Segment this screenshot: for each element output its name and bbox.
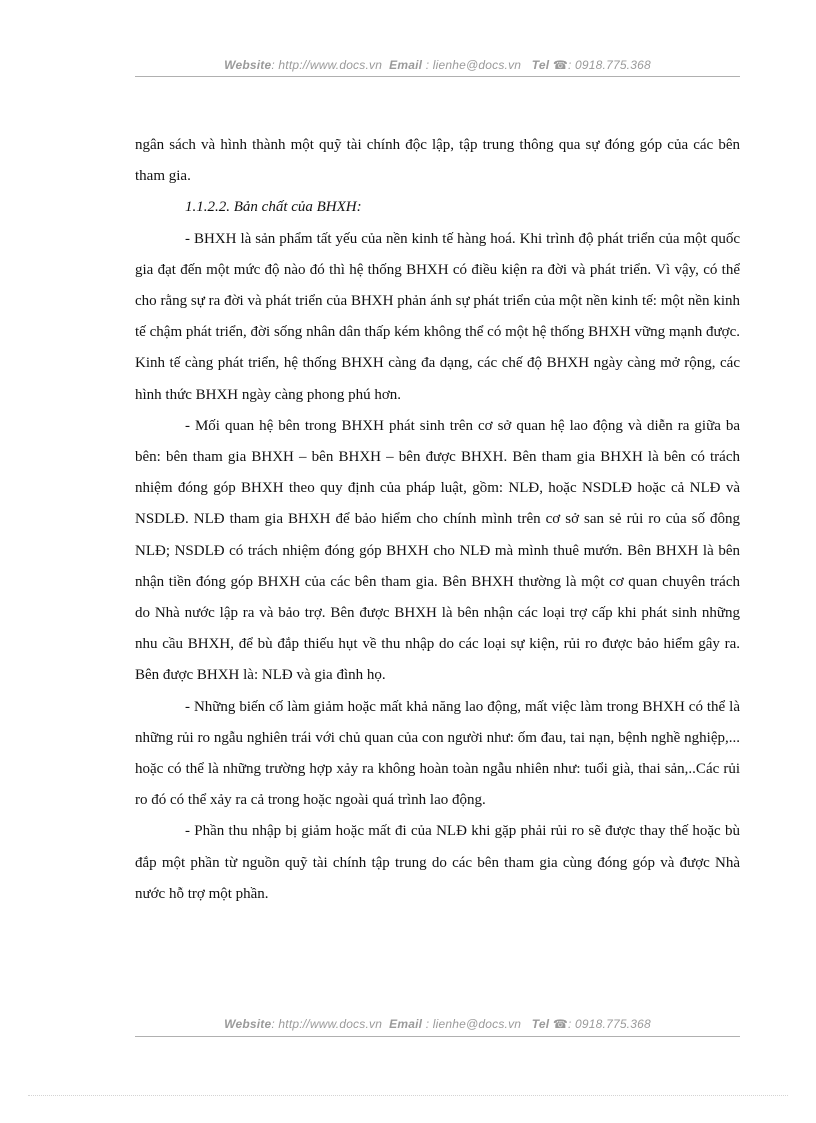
page-header <box>135 58 740 72</box>
footer-divider <box>135 1036 740 1037</box>
website-label: Website <box>224 58 272 72</box>
paragraph-3: - Mối quan hệ bên trong BHXH phát sinh trên cơ sở quan hệ lao động và diễn ra giữa ba bên: bên tham gia BHXH – bên BHXH – bên được BHXH. Bên tham gia BHXH là bên có trách nhiệm đóng góp BHXH theo quy định của pháp luật, gồm: NLĐ, hoặc NSDLĐ hoặc cả NLĐ và NSDLĐ. NLĐ tham gia BHXH để bảo hiểm cho chính mình trên cơ sở san sẻ rủi ro của số đông NLĐ; NSDLĐ có trách nhiệm đóng góp BHXH cho NLĐ mà mình thuê mướn. Bên BHXH là bên nhận tiền đóng góp BHXH của các bên tham gia. Bên BHXH thường là một cơ quan chuyên trách do Nhà nước lập ra và bảo trợ. Bên được BHXH là bên nhận các loại trợ cấp khi phát sinh những nhu cầu BHXH, để bù đắp thiếu hụt về thu nhập do các loại sự kiện, rủi ro được bảo hiểm gây ra. Bên được BHXH là: NLĐ và gia đình họ. <box>135 417 740 684</box>
footer-website-value: : http://www.docs.vn <box>271 1017 383 1031</box>
email-label: Email <box>389 58 423 72</box>
footer-phone-icon: ☎ <box>552 1017 568 1031</box>
tel-label: Tel <box>531 58 550 72</box>
email-value: : lienhe@docs.vn <box>425 58 522 72</box>
footer-tel-label: Tel <box>531 1017 550 1031</box>
document-body <box>135 130 740 910</box>
footer-website-label: Website <box>224 1017 272 1031</box>
website-value: : http://www.docs.vn <box>271 58 383 72</box>
page-bottom-divider <box>28 1095 788 1096</box>
tel-value: : 0918.775.368 <box>567 58 651 72</box>
section-heading: 1.1.2.2. Bản chất của BHXH: <box>185 199 362 216</box>
footer-email-label: Email <box>389 1017 423 1031</box>
phone-icon: ☎ <box>552 58 568 72</box>
footer-tel-value: : 0918.775.368 <box>567 1017 651 1031</box>
footer-email-value: : lienhe@docs.vn <box>425 1017 522 1031</box>
paragraph-4: - Những biến cố làm giảm hoặc mất khả năng lao động, mất việc làm trong BHXH có thể là những rủi ro ngẫu nghiên trái với chủ quan của con người như: ốm đau, tai nạn, bệnh nghề nghiệp,... hoặc có thể là những trường hợp xảy ra không hoàn toàn ngẫu nhiên như: tuổi già, thai sản,..Các rủi ro đó có thể xảy ra cả trong hoặc ngoài quá trình lao động. <box>135 698 740 809</box>
page-footer <box>135 1017 740 1031</box>
header-divider <box>135 76 740 77</box>
paragraph-5: - Phần thu nhập bị giảm hoặc mất đi của NLĐ khi gặp phải rủi ro sẽ được thay thế hoặc bù đắp một phần từ nguồn quỹ tài chính tập trung do các bên tham gia cùng đóng góp và được Nhà nước hỗ trợ một phần. <box>135 823 740 902</box>
paragraph-2: - BHXH là sản phẩm tất yếu của nền kinh tế hàng hoá. Khi trình độ phát triển của một quốc gia đạt đến một mức độ nào đó thì hệ thống BHXH có điều kiện ra đời và phát triển. Vì vậy, có thể cho rằng sự ra đời và phát triển của BHXH phản ánh sự phát triển của một nền kinh tế: một nền kinh tế chậm phát triển, đời sống nhân dân thấp kém không thể có một hệ thống BHXH vững mạnh được. Kinh tế càng phát triển, hệ thống BHXH càng đa dạng, các chế độ BHXH ngày càng mở rộng, các hình thức BHXH ngày càng phong phú hơn. <box>135 230 740 403</box>
paragraph-1: ngân sách và hình thành một quỹ tài chính độc lập, tập trung thông qua sự đóng góp của các bên tham gia. <box>135 137 740 185</box>
